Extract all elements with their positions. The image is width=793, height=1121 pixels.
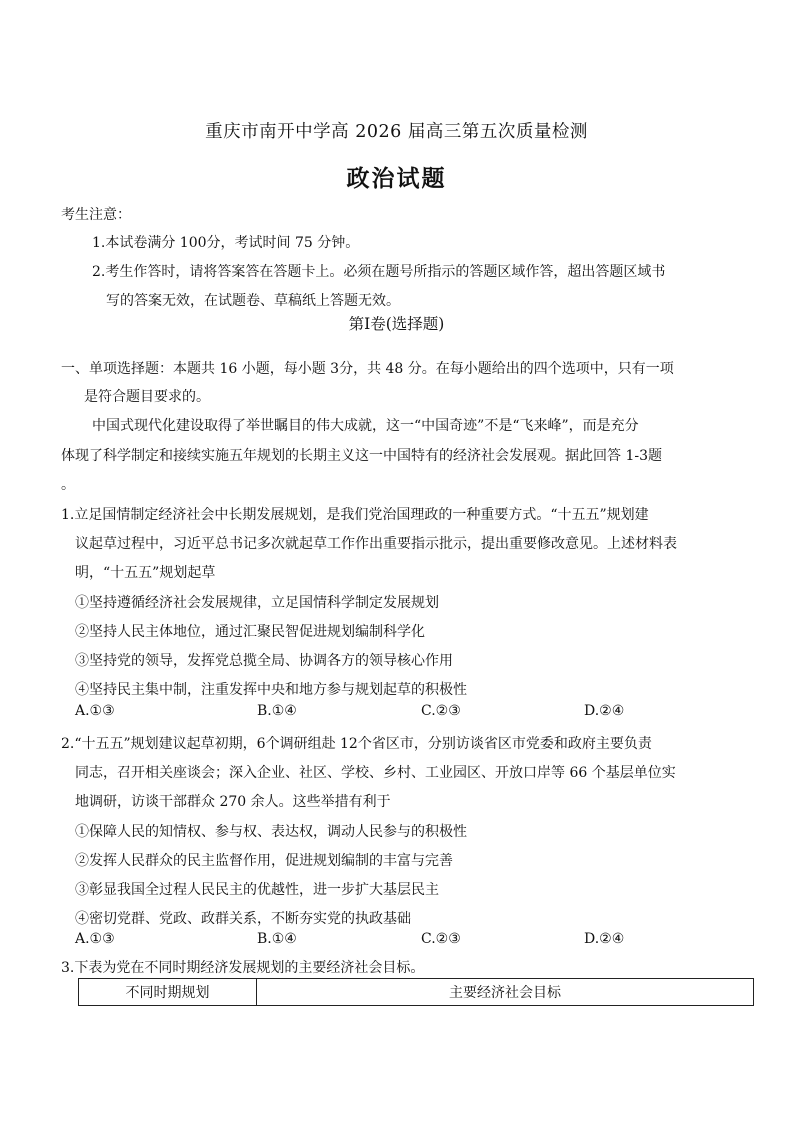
table-header-period: 不同时期规划: [79, 979, 257, 1006]
table-header-goals: 主要经济社会目标: [257, 979, 754, 1006]
q1-stem-2: 议起草过程中，习近平总书记多次就起草工作作出重要指示批示，提出重要修改意见。上述材料表: [75, 536, 677, 552]
q2-stem-1: 2.“十五五”规划建议起草初期，6个调研组赴 12个省区市，分别访谈省区市党委和政府主要负责: [61, 736, 652, 752]
material-line-1: 中国式现代化建设取得了举世瞩目的伟大成就，这一“中国奇迹”不是“飞来峰”，而是充分: [92, 418, 639, 434]
notice-item-2-cont: 写的答案无效，在试题卷、草稿纸上答题无效。: [106, 293, 400, 309]
notice-label: 考生注意：: [61, 207, 131, 223]
q2-statement-3: ③彰显我国全过程人民民主的优越性，进一步扩大基层民主: [75, 882, 439, 898]
section-title: 第Ⅰ卷(选择题): [348, 315, 445, 333]
q1-statement-4: ④坚持民主集中制，注重发挥中央和地方参与规划起草的积极性: [75, 682, 467, 698]
q2-statement-1: ①保障人民的知情权、参与权、表达权，调动人民参与的积极性: [75, 824, 467, 840]
q1-option-a[interactable]: A.①③: [75, 703, 115, 719]
q2-option-b[interactable]: B.①④: [257, 931, 297, 947]
q2-option-d[interactable]: D.②④: [584, 931, 625, 947]
q1-option-d[interactable]: D.②④: [584, 703, 625, 719]
subject-title: 政治试题: [346, 165, 447, 192]
q1-statement-3: ③坚持党的领导，发挥党总揽全局、协调各方的领导核心作用: [75, 653, 453, 669]
q2-statement-2: ②发挥人民群众的民主监督作用，促进规划编制的丰富与完善: [75, 853, 453, 869]
section-intro: 一、单项选择题：本题共 16 小题，每小题 3分，共 48 分。在每小题给出的四个选项中，只有一项: [61, 361, 674, 377]
q1-stem-1: 1.立足国情制定经济社会中长期发展规划，是我们党治国理政的一种重要方式。“十五五”规划建: [61, 507, 649, 523]
q2-option-a[interactable]: A.①③: [75, 931, 115, 947]
q2-stem-2: 同志，召开相关座谈会；深入企业、社区、学校、乡村、工业园区、开放口岸等 66 个基层单位实: [75, 765, 676, 781]
school-title: 重庆市南开中学高 2026 届高三第五次质量检测: [205, 122, 588, 142]
q2-statement-4: ④密切党群、党政、政群关系，不断夯实党的执政基础: [75, 911, 411, 927]
section-intro-cont: 是符合题目要求的。: [84, 389, 210, 405]
material-line-3: 。: [61, 477, 75, 493]
q2-stem-3: 地调研，访谈干部群众 270 余人。这些举措有利于: [75, 794, 391, 810]
material-line-2: 体现了科学制定和接续实施五年规划的长期主义这一中国特有的经济社会发展观。据此回答 1-3题: [61, 448, 662, 464]
table-header-row: [79, 979, 754, 1006]
q1-statement-1: ①坚持遵循经济社会发展规律，立足国情科学制定发展规划: [75, 595, 439, 611]
notice-item-1: 1.本试卷满分 100分，考试时间 75 分钟。: [92, 235, 360, 251]
q1-statement-2: ②坚持人民主体地位，通过汇聚民智促进规划编制科学化: [75, 624, 425, 640]
notice-item-2: 2.考生作答时，请将答案答在答题卡上。必须在题号所指示的答题区域作答，超出答题区域书: [92, 264, 666, 280]
goals-table: [78, 978, 754, 1006]
q2-option-c[interactable]: C.②③: [421, 931, 461, 947]
q1-option-c[interactable]: C.②③: [421, 703, 461, 719]
q3-stem: 3.下表为党在不同时期经济发展规划的主要经济社会目标。: [61, 960, 425, 976]
q1-option-b[interactable]: B.①④: [257, 703, 297, 719]
q1-stem-3: 明，“十五五”规划起草: [75, 565, 216, 581]
